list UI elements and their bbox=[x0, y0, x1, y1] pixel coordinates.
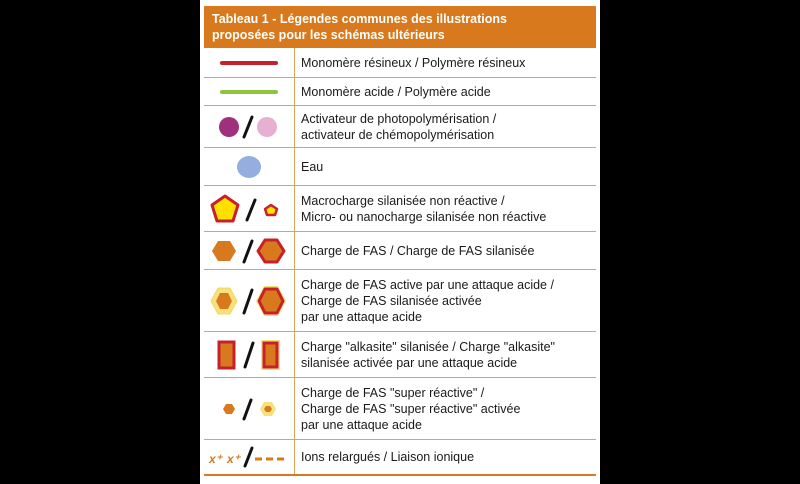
green-line-icon bbox=[204, 78, 295, 105]
table-row bbox=[204, 440, 596, 476]
table-row bbox=[204, 78, 596, 106]
table-row bbox=[204, 332, 596, 378]
ion-label: x⁺ bbox=[227, 452, 241, 466]
row-text: par une attaque acide bbox=[301, 309, 422, 324]
table-row bbox=[204, 232, 596, 270]
row-text: silanisée activée par une attaque acide bbox=[301, 355, 518, 370]
row-text: Activateur de photopolymérisation / bbox=[301, 111, 497, 126]
table-title-line1: Tableau 1 - Légendes communes des illustrations bbox=[212, 12, 507, 26]
row-text: par une attaque acide bbox=[301, 417, 422, 432]
row-text: Macrocharge silanisée non réactive / bbox=[301, 193, 505, 208]
table-row bbox=[204, 48, 596, 78]
super-reactive-fas-icon bbox=[204, 378, 295, 439]
row-text: Ions relargués / Liaison ionique bbox=[301, 450, 475, 464]
row-text: Eau bbox=[301, 159, 324, 174]
row-text: Charge de FAS / Charge de FAS silanisée bbox=[301, 243, 535, 258]
legend-table bbox=[204, 6, 596, 476]
table-title-line2: proposées pour les schémas ultérieurs bbox=[212, 28, 445, 42]
row-text: Charge de FAS active par une attaque acide / bbox=[301, 277, 554, 292]
row-text: Charge "alkasite" silanisée / Charge "alkasite" bbox=[301, 339, 555, 354]
pentagon-filler-icon bbox=[204, 186, 295, 231]
table-row bbox=[204, 186, 596, 232]
row-text: Charge de FAS silanisée activée bbox=[301, 293, 482, 308]
document-page bbox=[200, 0, 600, 484]
table-row bbox=[204, 148, 596, 186]
table-row bbox=[204, 270, 596, 332]
row-text: activateur de chémopolymérisation bbox=[301, 127, 495, 142]
water-circle-icon bbox=[204, 148, 295, 185]
table-row bbox=[204, 378, 596, 440]
activator-circles-icon bbox=[204, 106, 295, 147]
row-text: Charge de FAS "super réactive" / bbox=[301, 385, 485, 400]
ion-label: x⁺ bbox=[209, 452, 223, 466]
table-row bbox=[204, 106, 596, 148]
row-text: Micro- ou nanocharge silanisée non réactive bbox=[301, 209, 547, 224]
hexagon-fas-activated-icon bbox=[204, 270, 295, 331]
table-title bbox=[204, 6, 596, 48]
red-line-icon bbox=[204, 48, 295, 77]
row-text: Monomère acide / Polymère acide bbox=[301, 84, 491, 99]
rectangle-alkasite-icon bbox=[204, 332, 295, 377]
ions-bond-icon bbox=[204, 440, 295, 474]
row-text: Monomère résineux / Polymère résineux bbox=[301, 55, 526, 70]
row-text: Charge de FAS "super réactive" activée bbox=[301, 401, 521, 416]
hexagon-fas-icon bbox=[204, 232, 295, 269]
